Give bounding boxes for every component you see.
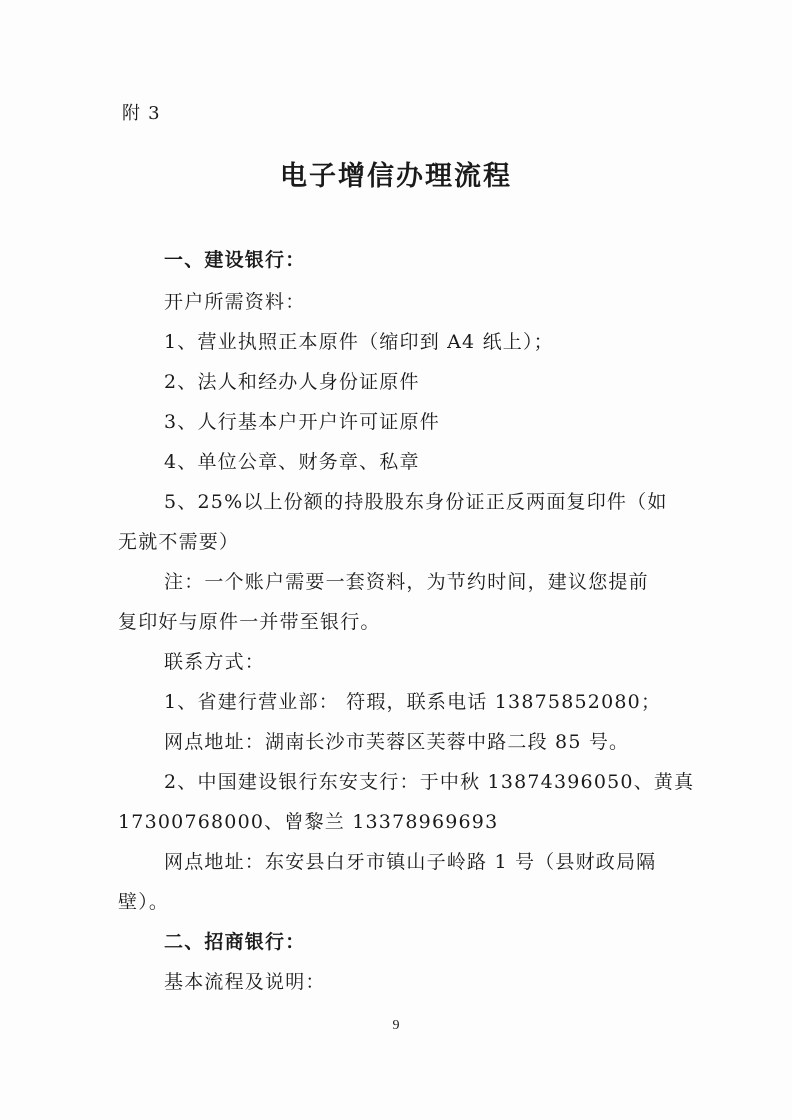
- material-item-2: 2、法人和经办人身份证原件: [164, 371, 420, 393]
- material-item-3: 3、人行基本户开户许可证原件: [164, 411, 440, 433]
- document-title: 电子增信办理流程: [280, 161, 512, 192]
- materials-label: 开户所需资料：: [164, 291, 306, 313]
- address-dongan-branch-line-1: 网点地址：东安县白牙市镇山子岭路 1 号（县财政局隔: [164, 851, 657, 873]
- contact-provincial-branch: 1、省建行营业部： 符瑕，联系电话 13875852080；: [164, 691, 662, 713]
- address-dongan-branch-line-2: 壁）。: [118, 891, 170, 913]
- section-heading-cmb: 二、招商银行：: [164, 931, 306, 953]
- address-provincial-branch: 网点地址：湖南长沙市芙蓉区芙蓉中路二段 85 号。: [164, 731, 630, 753]
- material-item-5: 5、25%以上份额的持股股东身份证正反两面复印件（如: [164, 491, 668, 513]
- contact-dongan-branch-line-1: 2、中国建设银行东安支行：于中秋 13874396050、黄真: [164, 771, 695, 793]
- section-heading-ccb: 一、建设银行：: [164, 249, 306, 271]
- material-item-5-continued: 无就不需要）: [118, 531, 240, 553]
- material-item-4: 4、单位公章、财务章、私章: [164, 451, 420, 473]
- flow-label: 基本流程及说明：: [164, 971, 326, 993]
- page-number: 9: [392, 1018, 400, 1033]
- material-item-1: 1、营业执照正本原件（缩印到 A4 纸上）；: [164, 331, 554, 353]
- contact-label: 联系方式：: [164, 651, 266, 673]
- attachment-label: 附 3: [122, 103, 161, 124]
- note-line-1: 注：一个账户需要一套资料，为节约时间，建议您提前: [164, 571, 649, 593]
- contact-dongan-branch-line-2: 17300768000、曾黎兰 13378969693: [118, 811, 499, 833]
- note-line-2: 复印好与原件一并带至银行。: [118, 611, 381, 633]
